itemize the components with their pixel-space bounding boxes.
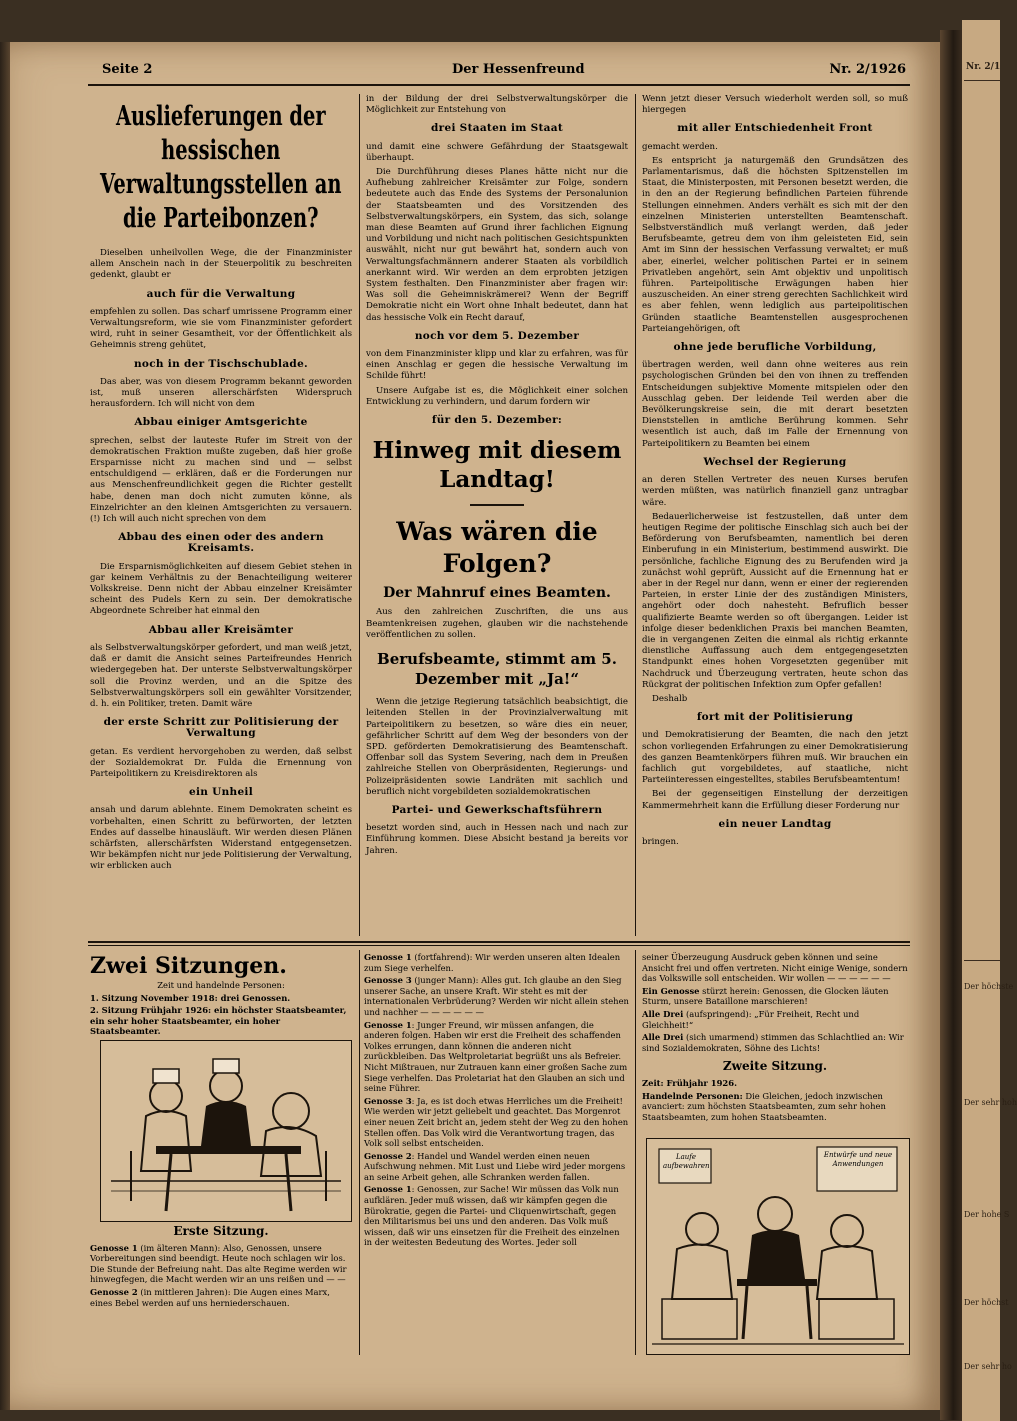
session-item: 2. Sitzung Frühjahr 1926: ein höchster Staatsbeamter, ein sehr hoher Staatsbeamter, ein hoher Staatsbeamter.: [90, 1005, 347, 1037]
paragraph: ansah und darum ablehnte. Einem Demokraten scheint es vorbehalten, einen Schritt zu befürworten, der letzten Endes auf dasselbe hinausläuft. Wir werden diesen Plänen schärfsten, allerschärfsten Widerstand entgegensetzen. Wir bekämpfen nicht nur jede Politisierung der Verwaltung, wir erblicken auch: [90, 805, 352, 872]
paragraph: besetzt worden sind, auch in Hessen nach und nach zur Einführung kommen. Diese Absicht bestand ja bereits vor Jahren.: [366, 823, 628, 856]
dialogue-line: (im älteren Mann): Also, Genossen, unsere Vorbereitungen sind beendigt. Heute noch schlagen wir los. Die Stunde der Befreiung naht. Das alte Regime werden wir hinwegfegen, die Macht werden wir an uns reißen und — —: [90, 1242, 347, 1285]
paragraph: Wenn jetzt dieser Versuch wiederholt werden soll, so muß hiergegen: [642, 94, 908, 116]
speaker-label: Genosse 3: [364, 975, 412, 986]
dialogue-line: : Genossen, zur Sache! Wir müssen das Volk nun aufklären. Jeder muß wissen, daß wir kämpfen gegen die Bürokratie, gegen die Partei- und Cliquenwirtschaft, gegen den Militarismus bei uns und den anderen. Das Volk muß wissen, daß wir uns einsetzen für die Freiheit des einzelnen in der weitesten Bedeutung des Wortes. Jeder soll: [364, 1184, 620, 1248]
time-line: Zeit: Frühjahr 1926.: [642, 1077, 737, 1088]
paragraph: Bei der gegenseitigen Einstellung der derzeitigen Kammermehrheit kann die Erfüllung dieser Forderung nur: [642, 789, 908, 811]
session-item: 1. Sitzung November 1918: drei Genossen.: [90, 992, 291, 1003]
article-headline: Was wären die Folgen?: [396, 517, 598, 579]
adjacent-page-number: Nr. 2/1: [966, 62, 1001, 72]
section-rule: [88, 941, 910, 943]
section-title: Zwei Sitzungen.: [90, 953, 287, 979]
column-rule: [359, 94, 360, 936]
speaker-label: Alle Drei: [642, 1008, 684, 1019]
subheading: ein Unheil: [188, 786, 254, 799]
subheading: noch in der Tischschublade.: [133, 357, 309, 370]
speaker-label: Genosse 2: [90, 1286, 138, 1297]
speaker-label: Genosse 1: [364, 1019, 412, 1030]
subheading: drei Staaten im Staat: [430, 122, 563, 135]
dialogue-line: (in mittleren Jahren): Die Augen eines Marx, eines Bebel werden auf uns herniederschauen.: [90, 1286, 330, 1308]
paragraph: Bedauerlicherweise ist festzustellen, daß unter dem heutigen Regime der politische Einschlag sich auch bei der Beförderung von Berufsbeamten, namentlich bei deren Einberufung in ein Ministerium, bestimmend auswirkt. Die persönliche, fachliche Eignung des zu Berufenden wird ja zunächst wohl geprüft, Aussicht auf die Ernennung hat er aber in der Regel nur dann, wenn er einer der regierenden Parteien, in erster Linie der des zuständigen Ministers, angehört oder doch nahesteht. Befruflich besser qualifizierte Beamte werden so oft übergangen. Leider ist infolge dieser bedenklichen Praxis bei manchen Beamten, die in vergangenen Zeiten die einmal als richtig erkannte dienstliche Auffassung auch dem entgegengesetzten Standpunkt eines hohen Vorgesetzten gegenüber mit Nachdruck und Überzeugung vertraten, heute schon das Rückgrat der politischen Infektion zum Opfer gefallen!: [642, 511, 908, 690]
bottom-column-2: [364, 952, 630, 1250]
paragraph: Aus den zahlreichen Zuschriften, die uns aus Beamtenkreisen zugehen, glauben wir die nachstehende veröffentlichen zu sollen.: [366, 607, 628, 640]
dialogue-line: : Ja, es ist doch etwas Herrliches um die Freiheit! Wie werden wir jetzt geliebelt und geachtet. Das Morgenrot einer neuen Zeit bricht an, jedem steht der Weg zu den hohen Stellen offen. Das Volk wird die Verantwortung tragen, das Volk soll selbst entscheiden.: [364, 1095, 629, 1149]
adjacent-line: Der höchst: [964, 1298, 1009, 1307]
paragraph: empfehlen zu sollen. Das scharf umrissene Programm einer Verwaltungsreform, wie sie vom Finanzminister gefordert wird, ruht in seiner Gesamtheit, vor der Öffentlichkeit als Geheimnis streng gehütet,: [90, 306, 352, 351]
speaker-label: Genosse 1: [364, 1184, 412, 1195]
subheading: der erste Schritt zur Politisierung der Verwaltung: [103, 716, 339, 740]
bottom-column-1b: [90, 1226, 352, 1310]
paragraph: Es entspricht ja naturgemäß den Grundsätzen des Parlamentarismus, daß die höchsten Spitzenstellen im Staat, die Ministerposten, mit Personen besetzt werden, die in den an der Regierung befindlichen Parteien führende Stellungen einnehmen. Anders verhält es sich mit der den einzelnen Ministerien unterstellten Beamtenschaft. Selbstverständlich muß verlangt werden, daß jeder Berufsbeamte, getreu dem von ihm geleisteten Eid, sein Amt im Sinn der hessischen Verfassung verwaltet; er muß aber, einerlei, welcher politischen Partei er in seinem Privatleben angehört, sein Amt objektiv und unpolitisch führen. Parteipolitische Erwägungen haben hier auszuscheiden. An einer streng gerechten Sachlichkeit wird es aber fehlen, wenn lediglich aus parteipolitischen Gründen staatliche Beamtenstellen ausgesprochenen Parteiangehörigen, oft: [642, 155, 908, 334]
adjacent-line: Der sehr ho: [964, 1362, 1012, 1371]
column-rule: [635, 950, 636, 1355]
paragraph: Unsere Aufgabe ist es, die Möglichkeit einer solchen Entwicklung zu verhindern, und darum fordern wir: [366, 385, 628, 407]
paragraph: von dem Finanzminister klipp und klar zu erfahren, was für einen Anschlag er gegen die hessische Verwaltung im Schilde führt!: [366, 349, 628, 382]
speaker-label: Genosse 1: [364, 952, 412, 962]
speaker-label: Genosse 2: [364, 1150, 412, 1161]
paragraph: sprechen, selbst der lauteste Rufer im Streit von der demokratischen Fraktion mußte zugeben, daß hier große Ersparnisse nicht zu machen sind und — selbst entschuldigend — erklären, daß er die Forderungen nur aus Menschenfreundlichkeit gegen die Richter gestellt habe, denen man doch nicht zumuten könne, als Einzelrichter an den kleinen Amtsgerichten zu versauern. (!) Ich will auch nicht sprechen von dem: [90, 435, 352, 525]
speaker-label: Alle Drei: [642, 1032, 684, 1043]
subheading: für den 5. Dezember:: [431, 414, 563, 427]
cartoon-drawing: [647, 1139, 909, 1354]
cartoon-sign-right: Entwürfe und neue Anwendungen: [823, 1151, 893, 1168]
paragraph: getan. Es verdient hervorgehoben zu werden, daß selbst der Sozialdemokrat Dr. Fulda die Ernennung von Parteipolitikern zu Kreisdirektoren als: [90, 746, 352, 779]
subheading: Abbau einiger Amtsgerichte: [134, 416, 308, 429]
paragraph: Deshalb: [652, 693, 688, 704]
short-rule: [470, 504, 524, 506]
paragraph: gemacht werden.: [642, 141, 718, 152]
subheading: mit aller Entschiedenheit Front: [677, 122, 873, 135]
dialogue-line: : Handel und Wandel werden einen neuen Aufschwung nehmen. Mit Lust und Liebe wird jeder morgens an seine Arbeit gehen, alle Schranken werden fallen.: [364, 1150, 626, 1182]
section-rule: [88, 945, 910, 946]
subheading: Wechsel der Regierung: [703, 455, 847, 468]
article-callout: Berufsbeamte, stimmt am 5. Dezember mit „Ja!“: [377, 650, 617, 689]
cartoon-second-session: [646, 1138, 910, 1355]
masthead-title: Der Hessenfreund: [452, 62, 585, 77]
paragraph: in der Bildung der drei Selbstverwaltungskörper die Möglichkeit zur Entstehung von: [366, 94, 628, 116]
paragraph: als Selbstverwaltungskörper gefordert, und man weiß jetzt, daß er damit die Ansicht seines Parteifreundes Henrich wiedergegeben hat. Der unterste Selbstverwaltungskörper soll die Provinz werden, und an die Spitze des Selbstverwaltungskörpers soll ein gewählter Vorsitzender, d. h. ein Politiker, treten. Damit wäre: [90, 642, 352, 709]
cartoon-first-session: [100, 1040, 352, 1222]
paragraph: Die Ersparnismöglichkeiten auf diesem Gebiet stehen in gar keinem Verhältnis zu der Benachteiligung weiterer Volkskreise. Denn nicht der Abbau einzelner Kreisämter scheint des Pudels Kern zu sein. Der demokratische Abgeordnete Schreiber hat einmal den: [90, 561, 352, 617]
main-headline: Auslieferungen der hessischen Verwaltungsstellen an die Parteibonzen?: [100, 101, 342, 234]
dialogue-line: Die Gleichen, jedoch inzwischen avanciert: zum höchsten Staatsbeamten, zum sehr hohen Staatsbeamten, zum hohen Staatsbeamten.: [642, 1090, 886, 1122]
dialogue-line: (sich umarmend) stimmen das Schlachtlied an: Wir sind Sozialdemokraten, Söhne des Lichts!: [642, 1032, 904, 1053]
column-rule: [635, 94, 636, 936]
column-3: [642, 94, 908, 851]
paragraph: und Demokratisierung der Beamten, die nach den jetzt schon vorliegenden Erfahrungen zu einer Demokratisierung des ganzen Beamtenkörpers führen muß. Wir brauchen ein fachlich gut vorgebildetes, auf staatliche, nicht Parteiinteressen eingestelltes, stabiles Berufsbeamtentum!: [642, 730, 908, 786]
dialogue-line: (junger Mann): Alles gut. Ich glaube an den Sieg unserer Sache, an unsere Kraft. Wir steht es mit der internationalen Verbrüderung? Werden wir nicht allein stehen und nachher — — — — — —: [364, 975, 629, 1017]
second-session-title: Zweite Sitzung.: [722, 1059, 828, 1074]
subheading: fort mit der Politisierung: [696, 711, 854, 724]
page-header: [90, 62, 910, 82]
dialogue-line: seiner Überzeugung Ausdruck geben können und seine Ansicht frei und offen vertreten. Nicht einige Wenige, sondern das Volkswille soll entscheiden. Wir wollen — — — — — —: [642, 952, 908, 984]
dialogue-line: (aufspringend): „Für Freiheit, Recht und Gleichheit!“: [642, 1008, 860, 1030]
first-session-title: Erste Sitzung.: [173, 1224, 269, 1238]
speaker-label: Genosse 3: [364, 1095, 412, 1106]
speaker-label: Ein Genosse: [642, 985, 700, 996]
column-1: [90, 94, 352, 876]
subheading: auch für die Verwaltung: [146, 287, 296, 300]
column-2: [366, 94, 628, 860]
paragraph: Das aber, was von diesem Programm bekannt geworden ist, muß unseren allerschärfsten Widerspruch herausfordern. Ich will nicht von dem: [90, 376, 352, 410]
speaker-label: Genosse 1: [90, 1242, 138, 1253]
paragraph: Wenn die jetzige Regierung tatsächlich beabsichtigt, die leitenden Stellen in der Provinzialverwaltung mit Parteipolitikern zu besetzen, so wäre dies ein neuer, gefährlicher Schritt auf dem Weg der besonders von der SPD. geförderten Demokratisierung des Beamtenschaft. Offenbar soll das System Severing, nach dem in Preußen zahlreiche Stellen von Oberpräsidenten, Regierungs- und Polizeipräsidenten sowie Landräten mit sachlich und beruflich nicht vorgebildeten sozialdemokratischen: [366, 697, 628, 797]
subheading: ohne jede berufliche Vorbildung,: [673, 341, 877, 354]
book-gutter: [940, 30, 962, 1420]
paragraph: bringen.: [642, 836, 679, 847]
paragraph: übertragen werden, weil dann ohne weiteres aus rein psychologischen Gründen bei den von ihnen zu treffenden Entscheidungen subjektive Momente mitspielen oder den Ausschlag geben. Der leidende Teil werden aber die Bevölkerungskreise sein, die mit derart besetzten Dienststellen in amtliche Berührung kommen. Sehr wesentlich ist auch, daß im Falle der Ernennung von Parteipolitikern zu Beamten bei einem: [642, 360, 908, 449]
bottom-column-1: [90, 952, 352, 1039]
speaker-label: Handelnde Personen:: [642, 1090, 743, 1101]
column-rule: [359, 950, 360, 1355]
paragraph: und damit eine schwere Gefährdung der Staatsgewalt überhaupt.: [366, 141, 628, 163]
dialogue-line: (fortfahrend): Wir werden unseren alten Idealen zum Siege verhelfen.: [364, 952, 621, 973]
paragraph: Dieselben unheilvollen Wege, die der Finanzminister allem Anschein nach in der Steuerpolitik zu beschreiten gedenkt, glaubt er: [90, 248, 352, 281]
cartoon-drawing: [101, 1041, 351, 1221]
slogan-headline: Hinweg mit diesem Landtag!: [372, 437, 622, 494]
intro-line: Zeit und handelnde Personen:: [157, 980, 285, 990]
issue-number: Nr. 2/1926: [829, 62, 906, 77]
adjacent-line: Der hohe S: [964, 1210, 1010, 1219]
article-subheadline: Der Mahnruf eines Beamten.: [383, 585, 611, 602]
dialogue-line: : Junger Freund, wir müssen anfangen, die anderen folgen. Haben wir erst die Freiheit des schaffenden Volkes errungen, dann können die anderen nicht zurückbleiben. Das Weltproletariat begrüßt uns als Befreier. Nicht Mißtrauen, nur Zutrauen kann einer großen Sache zum Siege verhelfen. Das Proletariat hat den Glauben an sich und seine Führer.: [364, 1019, 628, 1094]
subheading: ein neuer Landtag: [718, 817, 832, 830]
subheading: Partei- und Gewerkschaftsführern: [391, 803, 603, 816]
paragraph: an deren Stellen Vertreter des neuen Kurses berufen werden müßten, was natürlich finanziell ganz untragbar wäre.: [642, 475, 908, 508]
cartoon-sign-left: Laufe aufbewahren: [663, 1153, 710, 1170]
subheading: noch vor dem 5. Dezember: [414, 329, 580, 342]
adjacent-line: Der höchste: [964, 982, 1014, 991]
header-rule: [88, 84, 910, 86]
paragraph: Die Durchführung dieses Planes hätte nicht nur die Aufhebung zahlreicher Kreisämter zur Folge, sondern bedeutete auch das Ende des Systems der Personalunion der Staatsbeamten und des Vorsitzenden des Selbstverwaltungskörpers, ein System, das sich, solange man diese Beamten auf Grund ihrer fachlichen Eignung und Vorbildung und nicht nach politischen Gesichtspunkten auswählt, nicht nur gut bewährt hat, sondern auch von Verwaltungsfachmännern anderer Staaten als vorbildlich anerkannt wird. Wir werden an dem erprobten jetzigen System festhalten. Den Finanzminister aber fragen wir: Was soll die Geheimniskrämerei? Wenn der Begriff Demokratie nicht ein Wort ohne Inhalt bedeutet, dann hat das hessische Volk ein Recht darauf,: [366, 167, 628, 323]
bottom-column-3: [642, 952, 908, 1124]
subheading: Abbau des einen oder des andern Kreisamts.: [118, 531, 324, 555]
adjacent-line: Der sehr hoh: [964, 1098, 1017, 1107]
dialogue-line: stürzt herein: Genossen, die Glocken läuten Sturm, unsere Bataillone marschieren!: [642, 985, 889, 1007]
page-number: Seite 2: [102, 62, 153, 77]
adjacent-page: [962, 20, 1017, 1421]
subheading: Abbau aller Kreisämter: [148, 623, 294, 636]
